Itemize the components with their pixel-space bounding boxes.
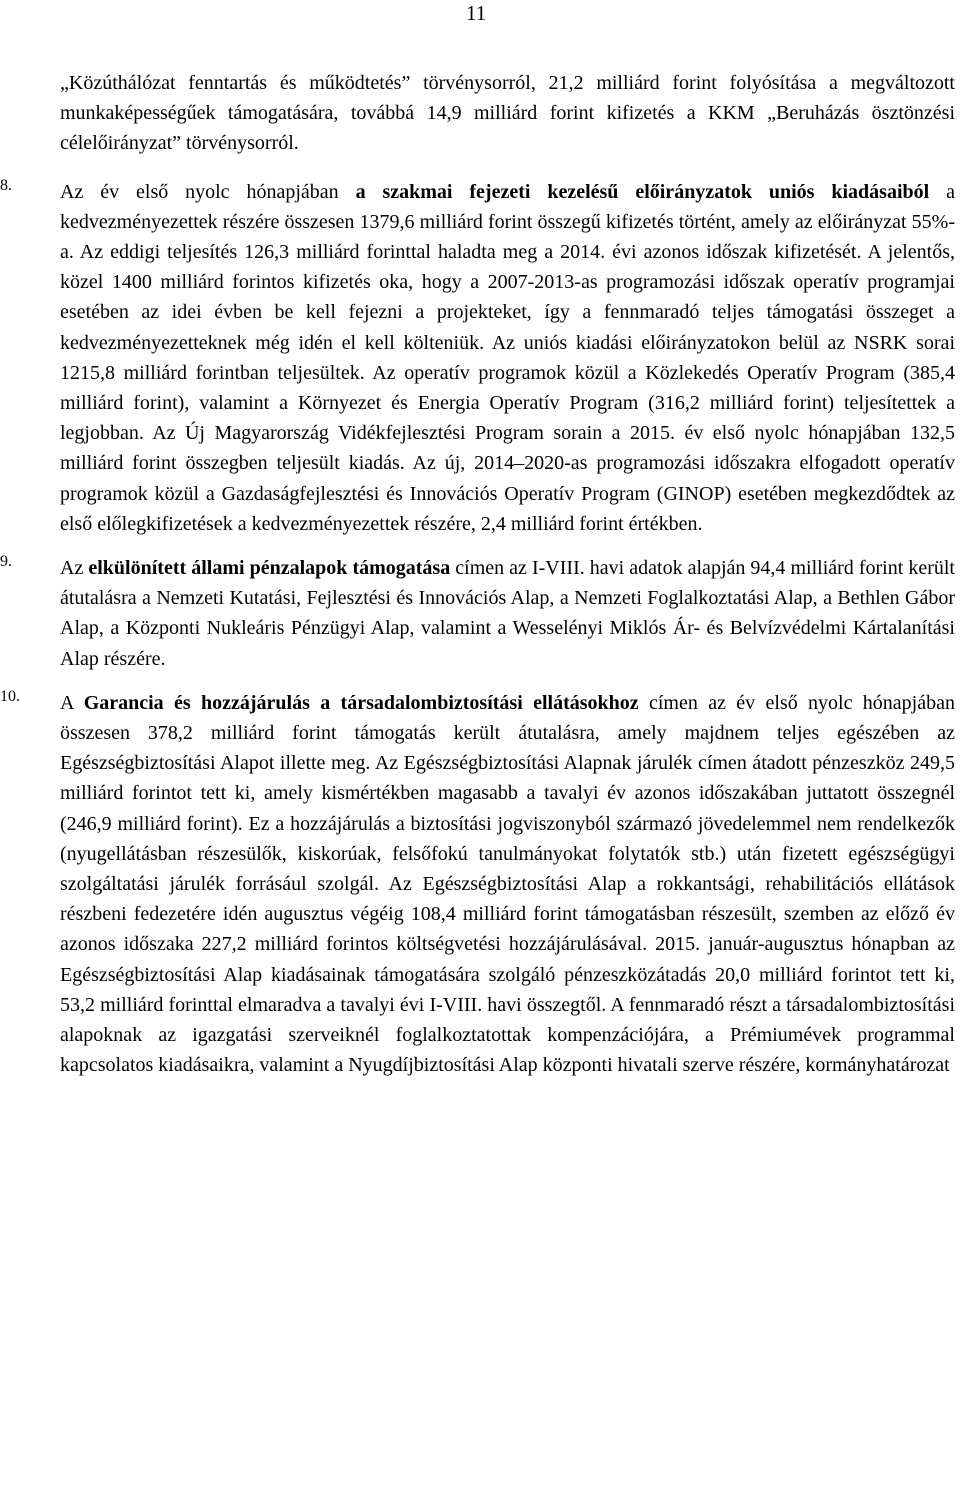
list-item-10	[0, 687, 955, 1081]
item-text: Az elkülönített állami pénzalapok támogatása címen az I-VIII. havi adatok alapján 94,4 milliárd forint került átutalásra a Nemzeti Kutatási, Fejlesztési és Innovációs Alap, a Nemzeti Foglalkoztatási Alap, a Bethlen Gábor Alap, a Központi Nukleáris Pénzügyi Alap, valamint a Wesselényi Miklós Ár- és Belvízvédelmi Kártalanítási Alap részére.	[60, 557, 955, 670]
item-bold-phrase: Garancia és hozzájárulás a társadalombiztosítási ellátásokhoz	[83, 691, 639, 714]
item-number: 9.	[0, 553, 12, 571]
item-bold-phrase: elkülönített állami pénzalapok támogatása	[88, 557, 451, 580]
item-text: Az év első nyolc hónapjában a szakmai fejezeti kezelésű előirányzatok uniós kiadásaiból a kedvezményezettek részére összesen 1379,6 milliárd forint összegű kifizetés történt, amely az előirányzat 55%-a. Az eddigi teljesítés 126,3 milliárd forinttal haladta meg a 2014. évi azonos időszak kifizetését. A jelentős, közel 1400 milliárd forintos kifizetés oka, hogy a 2007-2013-as programozási időszak operatív programjai esetében az idei évben be kell fejezni a projekteket, így a fennmaradó teljes támogatási összeget a kedvezményezetteknek még idén el kell költeniük. Az uniós kiadási előirányzatokon belül az NSRK sorai 1215,8 milliárd forintban teljesültek. Az operatív programok közül a Közlekedés Operatív Program (385,4 milliárd forint), valamint a Környezet és Energia Operatív Program (316,2 milliárd forint) teljesítettek a legjobban. Az Új Magyarország Vidékfejlesztési Program sorain a 2015. év első nyolc hónapjában 132,5 milliárd forint összegben teljesült kiadás. Az új, 2014–2020-as programozási időszakra elfogadott operatív programok közül a Gazdaságfejlesztési és Innovációs Operatív Program (GINOP) esetében megkezdődtek az első előlegkifizetések a kedvezményezettek részére, 2,4 milliárd forint értékben.	[60, 180, 955, 535]
item-bold-phrase: a szakmai fejezeti kezelésű előirányzatok uniós kiadásaiból	[355, 180, 930, 203]
item-number: 8.	[0, 176, 12, 194]
page-number: 11	[466, 1, 487, 25]
document-body	[0, 68, 955, 1081]
item-text: A Garancia és hozzájárulás a társadalombiztosítási ellátásokhoz címen az év első nyolc hónapjában összesen 378,2 milliárd forint támogatás került átutalásra, amely majdnem teljes egészében az Egészségbiztosítási Alapot illette meg. Az Egészségbiztosítási Alapnak járulék címen átadott pénzeszköz 249,5 milliárd forintot tett ki, amely kismértékben magasabb a tavalyi év azonos időszakában juttatott összegnél (246,9 milliárd forint). Ez a hozzájárulás a biztosítási jogviszonyból származó jövedelemmel nem rendelkezők (nyugellátásban részesülők, kiskorúak, felsőfokú tanulmányokat folytatók stb.) után fizetett egészségügyi szolgáltatási járulék forrásául szolgál. Az Egészségbiztosítási Alap a rokkantsági, rehabilitációs ellátások részbeni fedezetére idén augusztus végéig 108,4 milliárd forint támogatásban részesült, szemben az előző év azonos időszaka 227,2 milliárd forintos költségvetési hozzájárulásával. 2015. január-augusztus hónapban az Egészségbiztosítási Alap kiadásainak támogatására szolgáló pénzeszközátadás 20,0 milliárd forintot tett ki, 53,2 milliárd forinttal elmaradva a tavalyi évi I-VIII. havi összegtől. A fennmaradó részt a társadalombiztosítási alapoknak az igazgatási szerveiknél foglalkoztatottak kompenzációjára, a Prémiumévek programmal kapcsolatos kiadásaikra, valamint a Nyugdíjbiztosítási Alap központi hivatali szerve részére, kormányhatározat	[60, 691, 955, 1077]
list-item-8	[0, 176, 955, 539]
item-number: 10.	[0, 687, 20, 705]
intro-paragraph: „Közúthálózat fenntartás és működtetés” törvénysorról, 21,2 milliárd forint folyósítása a megváltozott munkaképességűek támogatására, továbbá 14,9 milliárd forint kifizetés a KKM „Beruházás ösztönzési célelőirányzat” törvénysorról.	[60, 72, 955, 155]
list-item-9	[0, 553, 955, 674]
